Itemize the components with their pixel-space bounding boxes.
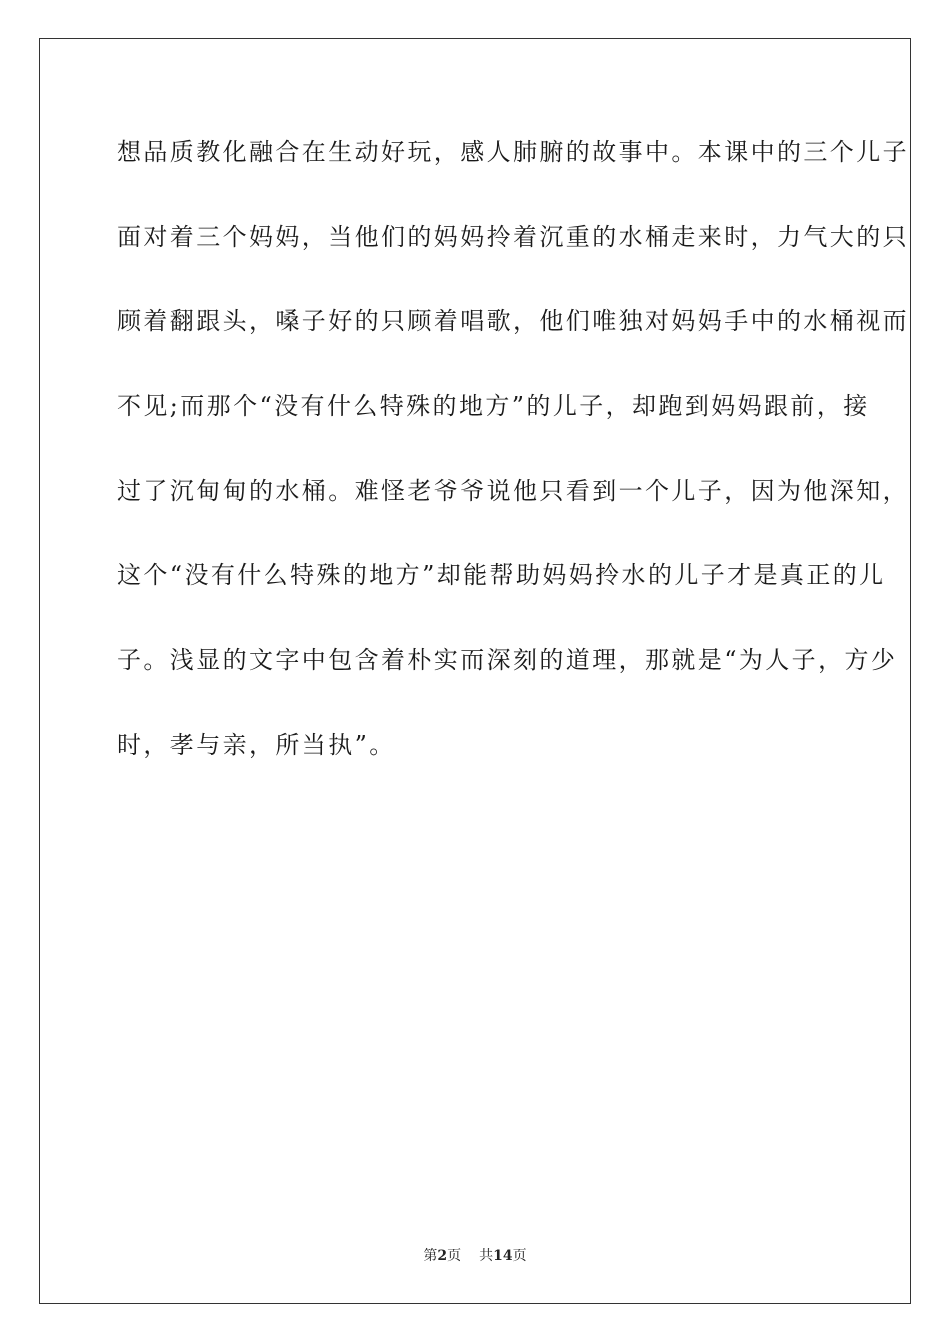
document-body (117, 127, 909, 805)
text-line-1: 想品质教化融合在生动好玩，感人肺腑的故事中。本课中的三个儿子 (117, 138, 909, 166)
text-line-8: 时，孝与亲，所当执”。 (117, 730, 396, 759)
text-line-5: 过了沉甸甸的水桶。难怪老爷爷说他只看到一个儿子，因为他深知， (117, 476, 909, 505)
text-line-4: 不见;而那个“没有什么特殊的地方”的儿子，却跑到妈妈跟前，接 (117, 392, 870, 421)
text-line-3: 顾着翻跟头，嗓子好的只顾着唱歌，他们唯独对妈妈手中的水桶视而 (117, 307, 909, 336)
page-footer (0, 1246, 950, 1266)
text-line-7: 子。浅显的文字中包含着朴实而深刻的道理，那就是“为人子，方少 (117, 646, 898, 675)
total-pages-indicator: 共14页 (479, 1248, 527, 1264)
current-page-number: 2 (437, 1248, 448, 1264)
text-line-2: 面对着三个妈妈，当他们的妈妈拎着沉重的水桶走来时，力气大的只 (117, 222, 909, 251)
total-page-count: 14 (493, 1248, 513, 1264)
page-number-indicator: 第2页 (423, 1248, 462, 1264)
text-line-6: 这个“没有什么特殊的地方”却能帮助妈妈拎水的儿子才是真正的儿 (117, 561, 886, 590)
